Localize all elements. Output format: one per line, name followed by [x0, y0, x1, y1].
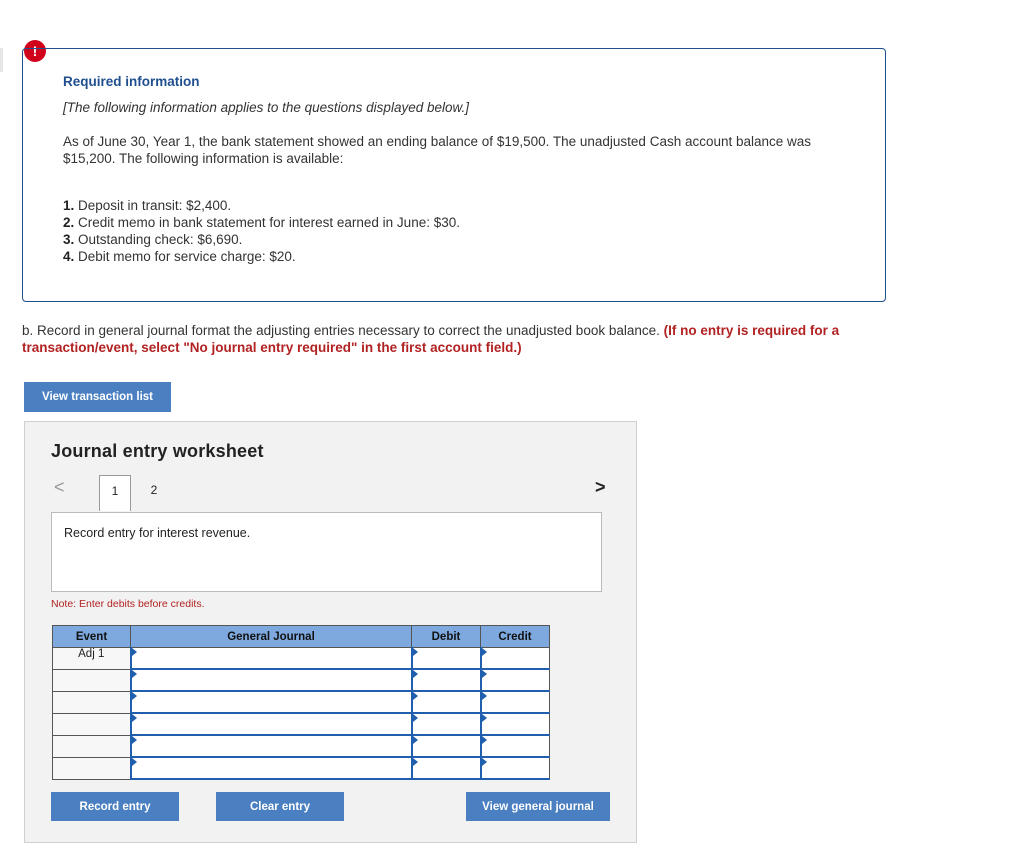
column-header-event: Event: [53, 626, 131, 648]
info-list: [63, 197, 460, 265]
credit-input[interactable]: [481, 713, 550, 735]
entry-description: Record entry for interest revenue.: [64, 526, 251, 540]
debit-input[interactable]: [412, 735, 481, 757]
question-instruction: [22, 322, 902, 356]
list-item: [63, 214, 460, 231]
alert-icon: !: [24, 40, 46, 62]
list-text: Credit memo in bank statement for interest earned in June: $30.: [78, 215, 460, 230]
list-number: 3.: [63, 232, 75, 247]
record-entry-button[interactable]: Record entry: [51, 792, 179, 821]
list-number: 2.: [63, 215, 75, 230]
event-cell: [53, 691, 131, 713]
tab-2[interactable]: 2: [150, 483, 158, 497]
account-input[interactable]: [131, 735, 412, 757]
list-text: Deposit in transit: $2,400.: [78, 198, 232, 213]
list-number: 4.: [63, 249, 75, 264]
info-paragraph: As of June 30, Year 1, the bank statement showed an ending balance of $19,500. The unadjusted Cash account balance was $15,200. The following information is available:: [63, 134, 812, 166]
debit-input[interactable]: [412, 713, 481, 735]
event-cell: [53, 757, 131, 779]
required-information-box: [22, 48, 886, 302]
worksheet-title: Journal entry worksheet: [51, 441, 264, 461]
account-input[interactable]: [131, 648, 412, 670]
page-edge-marker: [0, 48, 3, 72]
table-header-row: [53, 626, 550, 648]
info-subtitle: [The following information applies to the questions displayed below.]: [63, 100, 469, 115]
credit-input[interactable]: [481, 648, 550, 670]
account-input[interactable]: [131, 691, 412, 713]
instruction-note: (If no entry is required for a transaction/event, select "No journal entry required" in the first account field.): [22, 323, 840, 355]
clear-entry-button[interactable]: Clear entry: [216, 792, 344, 821]
journal-table: [52, 625, 550, 780]
event-cell: [53, 669, 131, 691]
entry-description-box: [51, 512, 602, 592]
view-transaction-list-button[interactable]: View transaction list: [24, 382, 171, 412]
credit-input[interactable]: [481, 757, 550, 779]
debit-input[interactable]: [412, 648, 481, 670]
debit-input[interactable]: [412, 691, 481, 713]
column-header-general-journal: General Journal: [131, 626, 412, 648]
list-text: Outstanding check: $6,690.: [78, 232, 243, 247]
view-general-journal-button[interactable]: View general journal: [466, 792, 610, 821]
list-item: [63, 248, 460, 265]
list-item: [63, 231, 460, 248]
event-cell: Adj 1: [53, 648, 131, 670]
credit-input[interactable]: [481, 669, 550, 691]
debit-input[interactable]: [412, 669, 481, 691]
table-row: [53, 691, 550, 713]
chevron-right-icon[interactable]: >: [595, 477, 606, 497]
account-input[interactable]: [131, 757, 412, 779]
account-input[interactable]: [131, 669, 412, 691]
list-number: 1.: [63, 198, 75, 213]
list-text: Debit memo for service charge: $20.: [78, 249, 296, 264]
table-row: [53, 757, 550, 779]
debit-credit-note: Note: Enter debits before credits.: [51, 598, 205, 610]
list-item: [63, 197, 460, 214]
chevron-left-icon[interactable]: <: [54, 477, 65, 497]
table-row: [53, 735, 550, 757]
journal-entry-worksheet-panel: [24, 421, 637, 843]
tab-1[interactable]: 1: [99, 475, 131, 511]
event-cell: [53, 713, 131, 735]
table-row: [53, 648, 550, 670]
credit-input[interactable]: [481, 735, 550, 757]
event-cell: [53, 735, 131, 757]
account-input[interactable]: [131, 713, 412, 735]
column-header-credit: Credit: [481, 626, 550, 648]
table-row: [53, 669, 550, 691]
table-row: [53, 713, 550, 735]
debit-input[interactable]: [412, 757, 481, 779]
column-header-debit: Debit: [412, 626, 481, 648]
credit-input[interactable]: [481, 691, 550, 713]
instruction-text: b. Record in general journal format the adjusting entries necessary to correct the unadjusted book balance.: [22, 323, 660, 338]
info-title: Required information: [63, 74, 200, 89]
